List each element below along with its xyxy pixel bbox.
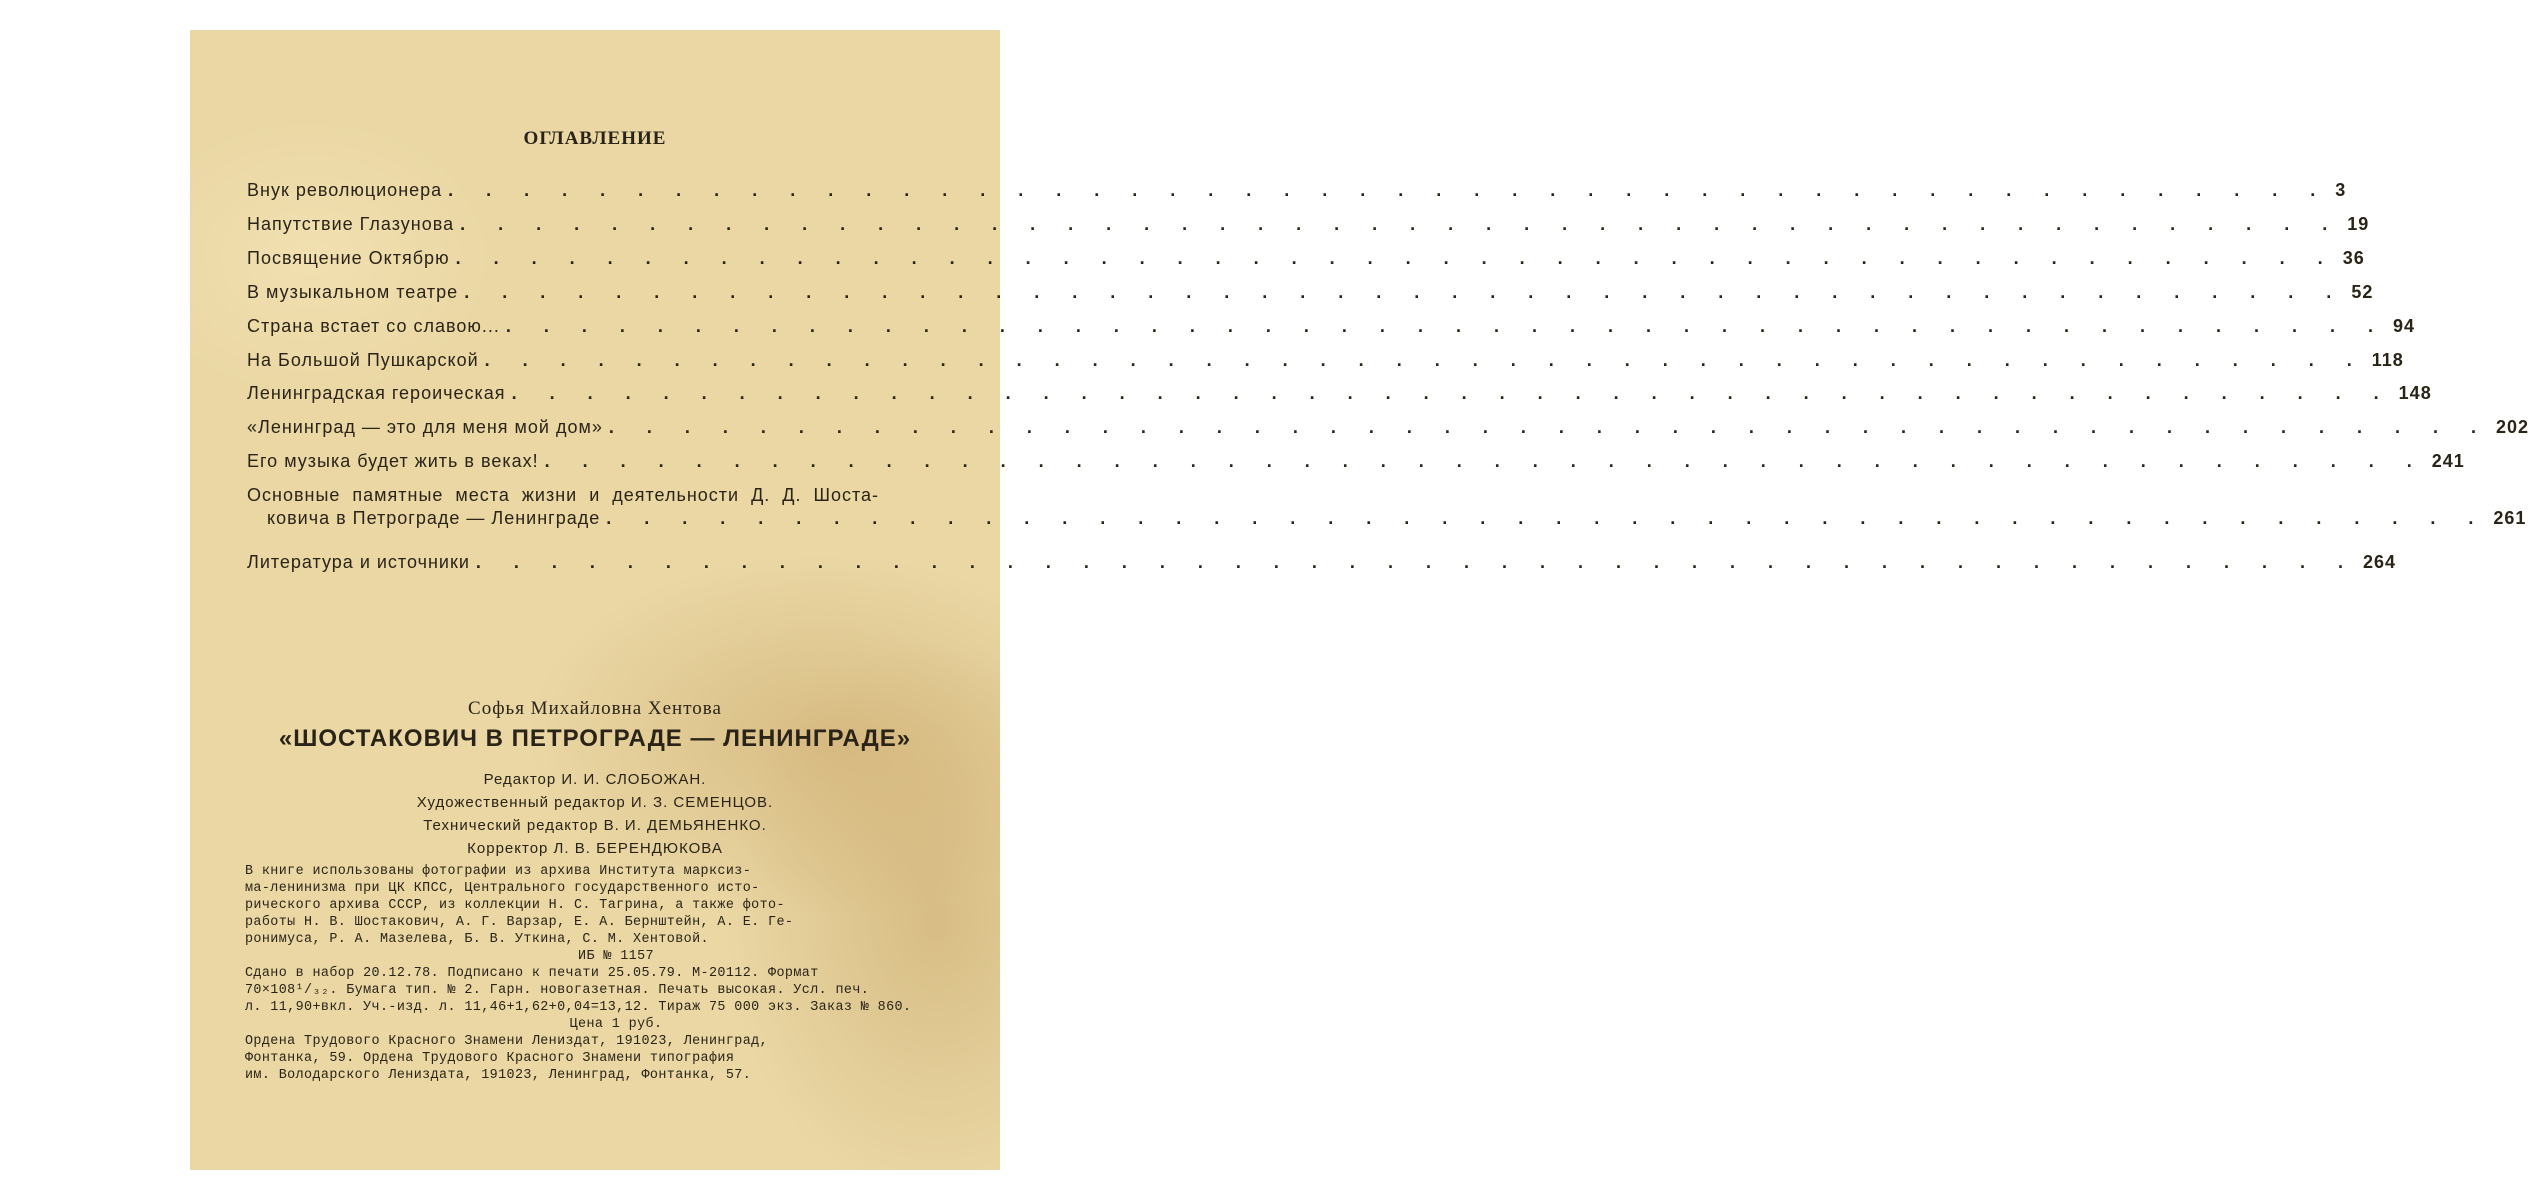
toc-entry-title: Напутствие Глазунова	[247, 214, 455, 234]
toc-entry	[247, 180, 2347, 206]
photo-note-line: рического архива СССР, из коллекции Н. С. Тагрина, а также фото-	[245, 898, 785, 913]
toc-leader-dots: . . . . . . . . . . . . . . . . . . . . . . . . . . . . . . . . . . . . . . . . . . . . . . . . . .	[460, 214, 2342, 234]
toc-entry-title: «Ленинград — это для меня мой дом»	[247, 417, 603, 437]
book-title: «ШОСТАКОВИЧ В ПЕТРОГРАДЕ — ЛЕНИНГРАДЕ»	[278, 725, 912, 752]
toc-leader-dots: . . . . . . . . . . . . . . . . . . . . . . . . . . . . . . . . . . . . . . . . . . . . . . . . . .	[505, 316, 2387, 336]
author-name: Софья Михайловна Хентова	[468, 698, 722, 719]
toc-leader-dots: . . . . . . . . . . . . . . . . . . . . . . . . . . . . . . . . . . . . . . . . . . . . . . . . . .	[606, 508, 2488, 528]
credit-editor: Редактор И. И. СЛОБОЖАН.	[483, 771, 707, 788]
print-details-line: Сдано в набор 20.12.78. Подписано к печати 25.05.79. М-20112. Формат	[245, 966, 819, 981]
toc-entry	[247, 282, 2374, 308]
publisher-line: Фонтанка, 59. Ордена Трудового Красного Знамени типография	[245, 1051, 735, 1066]
publisher-line: Ордена Трудового Красного Знамени Лениздат, 191023, Ленинград,	[245, 1034, 769, 1049]
toc-entry	[247, 451, 2465, 477]
credit-proofreader: Корректор Л. В. БЕРЕНДЮКОВА	[467, 840, 723, 857]
toc-entry-page: 264	[2363, 552, 2397, 572]
toc-entry-title-line2: ковича в Петрограде — Ленинграде	[267, 508, 601, 528]
toc-entry-title-line1: Основные памятные места жизни и деятельности Д. Д. Шоста-	[247, 485, 880, 505]
photo-note-line: работы Н. В. Шостакович, А. Г. Варзар, Е. А. Бернштейн, А. Е. Ге-	[245, 915, 794, 930]
toc-entry	[247, 383, 2432, 409]
toc-entry	[247, 350, 2404, 376]
toc-leader-dots: . . . . . . . . . . . . . . . . . . . . . . . . . . . . . . . . . . . . . . . . . . . . . . . . . .	[544, 451, 2426, 471]
toc-leader-dots: . . . . . . . . . . . . . . . . . . . . . . . . . . . . . . . . . . . . . . . . . . . . . . . . . .	[448, 180, 2330, 200]
credit-tech-editor: Технический редактор В. И. ДЕМЬЯНЕНКО.	[423, 817, 767, 834]
toc-entry-page: 52	[2351, 282, 2374, 302]
toc-entry-title: Внук революционера	[247, 180, 443, 200]
toc-entry-page: 118	[2371, 350, 2404, 370]
toc-entry	[247, 248, 2365, 274]
toc-leader-dots: . . . . . . . . . . . . . . . . . . . . . . . . . . . . . . . . . . . . . . . . . . . . . . . . . .	[511, 383, 2393, 403]
toc-entry-title: Посвящение Октябрю	[247, 248, 450, 268]
ib-number: ИБ № 1157	[578, 949, 654, 964]
toc-entry-page: 202	[2495, 417, 2529, 437]
toc-entry-title: Ленинградская героическая	[247, 383, 506, 403]
toc-entry-page: 36	[2342, 248, 2365, 268]
print-details-line: л. 11,90+вкл. Уч.-изд. л. 11,46+1,62+0,04=13,12. Тираж 75 000 экз. Заказ № 860.	[245, 1000, 912, 1015]
photo-note-line: ронимуса, Р. А. Мазелева, Б. В. Уткина, С. М. Хентовой.	[245, 932, 709, 947]
photo-note-line: ма-ленинизма при ЦК КПСС, Центрального государственного исто-	[245, 881, 760, 896]
toc-entry-title: Страна встает со славою...	[247, 316, 500, 336]
toc-entry-title: В музыкальном театре	[247, 282, 459, 302]
toc-entry	[247, 417, 2529, 443]
toc-leader-dots: . . . . . . . . . . . . . . . . . . . . . . . . . . . . . . . . . . . . . . . . . . . . . . . . . .	[484, 350, 2366, 370]
publisher-line: им. Володарского Лениздата, 191023, Ленинград, Фонтанка, 57.	[245, 1068, 752, 1083]
toc-leader-dots: . . . . . . . . . . . . . . . . . . . . . . . . . . . . . . . . . . . . . . . . . . . . . . . . . .	[475, 552, 2357, 572]
toc-entry-page: 261	[2493, 508, 2527, 528]
toc-entry-page: 19	[2347, 214, 2370, 234]
toc-leader-dots: . . . . . . . . . . . . . . . . . . . . . . . . . . . . . . . . . . . . . . . . . . . . . . . . . .	[464, 282, 2346, 302]
toc-entry-page: 148	[2398, 383, 2432, 403]
toc-entry-title: Литература и источники	[247, 552, 470, 572]
price: Цена 1 руб.	[569, 1017, 663, 1032]
toc-entry-two-line	[247, 485, 2527, 529]
print-details-line: 70×108¹/₃₂. Бумага тип. № 2. Гарн. новогазетная. Печать высокая. Усл. печ.	[245, 983, 870, 998]
photo-note-line: В книге использованы фотографии из архива Института марксиз-	[245, 864, 752, 879]
toc-leader-dots: . . . . . . . . . . . . . . . . . . . . . . . . . . . . . . . . . . . . . . . . . . . . . . . . . .	[455, 248, 2337, 268]
toc-title: ОГЛАВЛЕНИЕ	[523, 128, 667, 149]
toc-entry-page: 94	[2393, 316, 2416, 336]
toc-entry	[247, 552, 2397, 578]
toc-entry	[247, 316, 2416, 342]
photo-note	[245, 863, 987, 1084]
toc-leader-dots: . . . . . . . . . . . . . . . . . . . . . . . . . . . . . . . . . . . . . . . . . . . . . . . . . .	[608, 417, 2490, 437]
toc-entry-title: Его музыка будет жить в веках!	[247, 451, 539, 471]
credit-art-editor: Художественный редактор И. З. СЕМЕНЦОВ.	[416, 794, 774, 811]
toc-entry-line2	[247, 508, 2527, 529]
book-page	[190, 30, 2529, 1170]
toc-entry-title: На Большой Пушкарской	[247, 350, 479, 370]
toc-entry	[247, 214, 2370, 240]
toc-entry-page: 241	[2431, 451, 2465, 471]
toc-entry-page: 3	[2335, 180, 2347, 200]
